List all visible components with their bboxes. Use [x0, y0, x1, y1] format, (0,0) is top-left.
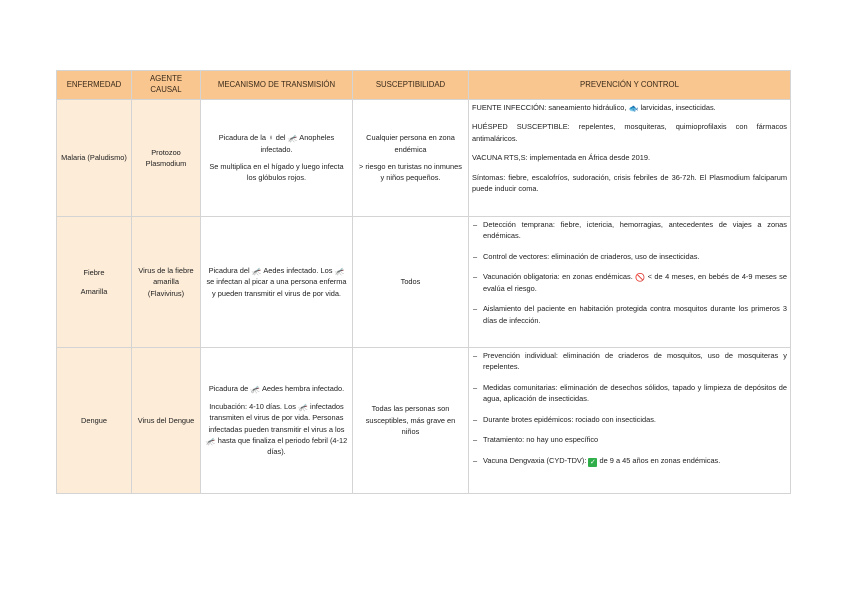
list-item: – Vacuna Dengvaxia (CYD-TDV): ✓ de 9 a 45 años en zonas endémicas. — [472, 455, 787, 467]
agent-cell-dengue: Virus del Dengue — [132, 348, 201, 494]
table-row-fiebre-amarilla — [57, 217, 791, 348]
disease-name-line: Amarilla — [80, 286, 108, 296]
header-susceptibilidad: SUSCEPTIBILIDAD — [353, 71, 469, 100]
agent-cell-malaria: Protozoo Plasmodium — [132, 100, 201, 217]
disease-cell-malaria: Malaria (Paludismo) — [57, 100, 132, 217]
mechanism-cell-dengue — [201, 348, 353, 494]
header-mecanismo: MECANISMO DE TRANSMISIÓN — [201, 71, 353, 100]
disease-cell-fiebre-amarilla — [57, 217, 132, 348]
disease-name-line: Fiebre — [83, 268, 105, 278]
prevention-list — [472, 219, 787, 326]
susceptibility-cell-malaria — [353, 100, 469, 217]
prevention-list — [472, 350, 787, 467]
mechanism-text: Se multiplica en el hígado y luego infecta los glóbulos rojos. — [209, 162, 344, 183]
header-enfermedad: ENFERMEDAD — [57, 71, 132, 100]
header-row — [57, 71, 791, 100]
mosquito-icon: 🦟 — [251, 266, 262, 276]
mosquito-icon: 🦟 — [250, 385, 261, 395]
diseases-table — [56, 70, 791, 494]
prevention-text: HUÉSPED SUSCEPTIBLE: repelentes, mosquiteras, quimioprofilaxis con fármacos antimaláricos. — [472, 122, 787, 143]
header-prevencion: PREVENCIÓN Y CONTROL — [469, 71, 791, 100]
list-item: – Aislamiento del paciente en habitación protegida contra mosquitos durante los primeros 3 días de infección. — [472, 303, 787, 326]
table-row-malaria — [57, 100, 791, 217]
check-icon: ✓ — [590, 458, 596, 466]
mechanism-cell-fiebre-amarilla — [201, 217, 353, 348]
mechanism-text: Picadura del 🦟 Aedes infectado. Los 🦟 se infectan al picar a una persona enferma y pueden transmitir el virus de por vida. — [206, 265, 347, 298]
prevention-text: Síntomas: fiebre, escalofríos, sudoración, crisis febriles de 36-72h. El Plasmodium falciparum puede inducir coma. — [472, 172, 787, 194]
agent-cell-fiebre-amarilla: Virus de la fiebre amarilla (Flavivirus) — [132, 217, 201, 348]
prevention-cell-fiebre-amarilla — [469, 217, 791, 348]
list-item: – Detección temprana: fiebre, ictericia, hemorragias, antecedentes de viajes a zonas endémicas. — [472, 219, 787, 242]
mechanism-text: Incubación: 4-10 días. Los 🦟 infectados transmiten el virus de por vida. Personas infectadas pueden transmitir el virus a los 🦟 hasta que finaliza el periodo febril (4-12 días). — [205, 401, 348, 457]
list-item: – Prevención individual: eliminación de criaderos de mosquitos, uso de mosquiteras y repelentes. — [472, 350, 787, 373]
no-entry-icon: 🚫 — [635, 273, 646, 283]
table-row-dengue — [57, 348, 791, 494]
list-item: – Control de vectores: eliminación de criaderos, uso de insecticidas. — [472, 251, 787, 262]
susceptibility-cell-dengue: Todas las personas son susceptibles, más grave en niños — [353, 348, 469, 494]
list-item: – Medidas comunitarias: eliminación de desechos sólidos, tapado y limpieza de depósitos de agua, aplicación de insecticidas. — [472, 382, 787, 405]
mosquito-icon: 🦟 — [287, 134, 298, 144]
disease-cell-dengue: Dengue — [57, 348, 132, 494]
mechanism-cell-malaria — [201, 100, 353, 217]
mosquito-icon: 🦟 — [334, 266, 345, 276]
list-item: – Tratamiento: no hay uno específico — [472, 434, 787, 445]
list-item: – Vacunación obligatoria: en zonas endémicas. 🚫 < de 4 meses, en bebés de 4-9 meses se evalúa el riesgo. — [472, 271, 787, 294]
mechanism-text: Picadura de la ♀ del 🦟 Anopheles infectado. — [218, 133, 335, 154]
susceptibility-cell-fiebre-amarilla: Todos — [353, 217, 469, 348]
prevention-text: VACUNA RTS,S: implementada en África desde 2019. — [472, 153, 651, 163]
prevention-cell-malaria — [469, 100, 791, 217]
fish-icon: 🐟 — [628, 104, 639, 113]
prevention-cell-dengue — [469, 348, 791, 494]
list-item: – Durante brotes epidémicos: rociado con insecticidas. — [472, 414, 787, 425]
female-symbol: ♀ — [268, 133, 274, 143]
susceptibility-text: Cualquier persona en zona endémica — [366, 133, 455, 154]
mosquito-icon: 🦟 — [205, 436, 216, 446]
mechanism-text: Picadura de 🦟 Aedes hembra infectado. — [208, 384, 345, 395]
susceptibility-text: > riesgo en turistas no inmunes y niños pequeños. — [359, 162, 462, 183]
header-agente-causal: AGENTE CAUSAL — [132, 71, 201, 100]
mosquito-icon: 🦟 — [298, 402, 308, 412]
prevention-text: FUENTE INFECCIÓN: saneamiento hidráulico, 🐟 larvicidas, insecticidas. — [472, 103, 716, 113]
